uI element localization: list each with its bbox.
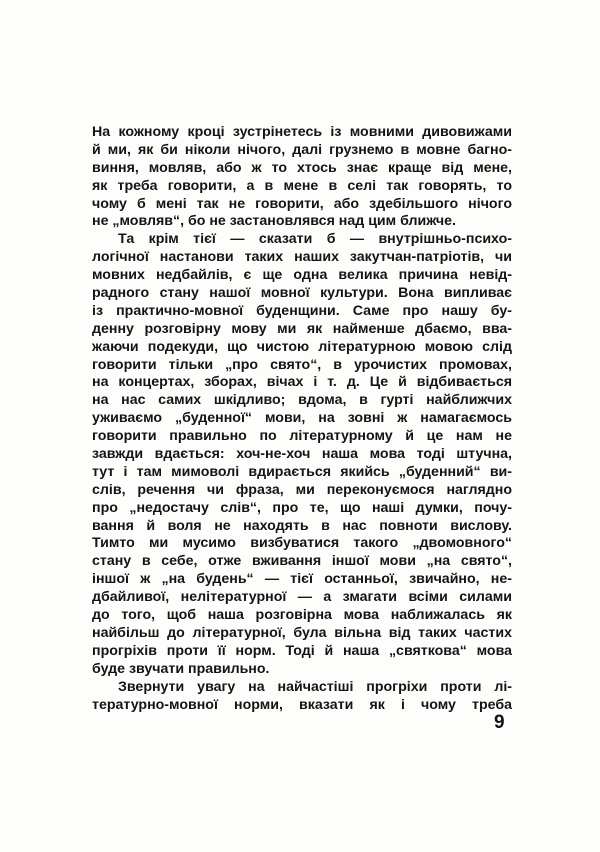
text-line: говорити тільки „про свято“, в урочистих промовах, bbox=[92, 356, 512, 373]
text-line: не „мовляв“, бо не застановлявся над цим ближче. bbox=[92, 213, 456, 230]
text-line: денну розговірну мову ми як найменше дбаємо, вва- bbox=[92, 320, 512, 337]
page-number: 9 bbox=[494, 712, 505, 733]
text-line: на нас самих шкідливо; вдома, в гурті найближчих bbox=[92, 392, 512, 409]
text-line: радного стану нашої мовної культури. Вона випливає bbox=[92, 285, 512, 302]
text-line: завжди вдається: хоч-не-хоч наша мова тоді штучна, bbox=[92, 446, 512, 463]
text-line: й ми, як би ніколи нічого, далі грузнемо в мовне багно- bbox=[92, 141, 512, 158]
text-line: найбільш до літературної, була вільна від таких частих bbox=[92, 624, 512, 641]
text-line: логічної настанови таких наших закутчан-патріотів, чи bbox=[92, 249, 512, 266]
text-line: вання й воля не находять в нас повноти вислову. bbox=[92, 517, 512, 534]
text-line: прогріхів проти її норм. Тоді й наша „святкова“ мова bbox=[92, 642, 512, 659]
text-line: Тимто ми мусимо визбуватися такого „двомовного“ bbox=[92, 535, 512, 552]
text-line: до того, щоб наша розговірна мова наближалась як bbox=[92, 607, 512, 624]
text-line: тут і там мимоволі вдирається якийсь „буденний“ ви- bbox=[92, 463, 512, 480]
text-line: чому б мені так не говорити, або здебільшого нічого bbox=[92, 195, 512, 212]
text-line: говорити правильно по літературному й це нам не bbox=[92, 428, 512, 445]
text-line: жаючи подекуди, що чистою літературною мовою слід bbox=[92, 338, 512, 355]
text-line: виння, мовляв, або ж то хтось знає краще від мене, bbox=[92, 159, 512, 176]
body-text bbox=[92, 124, 512, 714]
text-line: Звернути увагу на найчастіші прогріхи проти лі- bbox=[118, 678, 512, 695]
text-line: на концертах, зборах, вічах і т. д. Це й відбивається bbox=[92, 374, 512, 391]
text-line: буде звучати правильно. bbox=[92, 660, 270, 677]
text-line: із практично-мовної буденщини. Саме про нашу бу- bbox=[92, 302, 512, 319]
text-line: мовних недбайлів, є ще одна велика причина невід- bbox=[92, 267, 512, 284]
text-line: слів, речення чи фраза, ми переконуємося наглядно bbox=[92, 481, 512, 498]
text-line: Та крім тієї — сказати б — внутрішньо-психо- bbox=[118, 231, 512, 248]
text-line: На кожному кроці зустрінетесь із мовними дивовижами bbox=[92, 124, 512, 140]
text-line: стану в себе, отже вживання іншої мови „на свято“, bbox=[92, 553, 512, 570]
text-line: про „недостачу слів“, про те, що наші думки, почу- bbox=[92, 499, 512, 516]
text-line: дбайливої, нелітературної — а змагати всіми силами bbox=[92, 589, 512, 606]
text-line: як треба говорити, а в мене в селі так говорять, то bbox=[92, 177, 512, 194]
text-line: іншої ж „на будень“ — тієї останньої, звичайно, не- bbox=[92, 571, 512, 588]
text-line: уживаємо „буденної“ мови, на зовні ж намагаємось bbox=[92, 410, 512, 427]
text-line: тературно-мовної норми, вказати як і чому треба bbox=[92, 696, 512, 713]
